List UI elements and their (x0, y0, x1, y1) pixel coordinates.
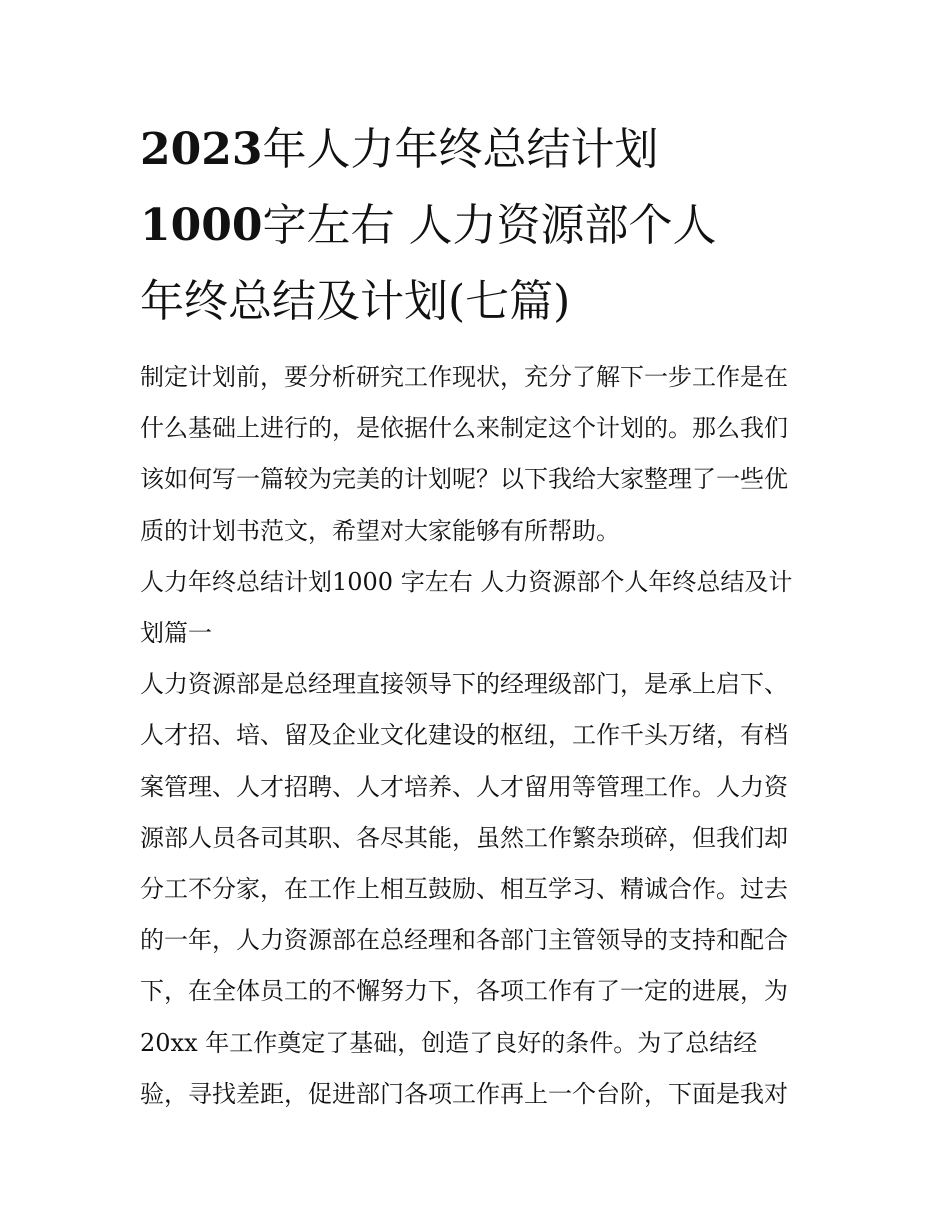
text-line: 该如何写一篇较为完美的计划呢？以下我给大家整理了一些优 (140, 465, 788, 494)
text-line: 下，在全体员工的不懈努力下，各项工作有了一定的进展，为 (140, 977, 788, 1006)
text-line: 案管理、人才招聘、人才培养、人才留用等管理工作。人力资 (140, 772, 788, 801)
section-heading (140, 557, 812, 659)
title-number: 1000 (140, 200, 263, 251)
text-line: 什么基础上进行的，是依据什么来制定这个计划的。那么我们 (140, 414, 788, 443)
text-line: 的一年，人力资源部在总经理和各部门主管领导的支持和配合 (140, 926, 788, 955)
title-text: 年人力年终总结计划 (262, 124, 659, 175)
intro-paragraph (140, 352, 812, 557)
text-line: 人力资源部是总经理直接领导下的经理级部门，是承上启下、 (140, 670, 788, 699)
title-line-2 (140, 188, 812, 264)
title-text: 字左右 人力资源部个人 (262, 200, 717, 251)
title-text: 年终总结及计划(七篇) (140, 276, 571, 327)
body-paragraph (140, 659, 812, 1120)
document-page (140, 112, 812, 1120)
title-number: 2023 (140, 124, 263, 175)
text-line: 人力年终总结计划1000 字左右 人力资源部个人年终总结及计 (140, 567, 793, 596)
text-line: 划篇一 (140, 619, 212, 648)
title-line-3 (140, 264, 812, 340)
text-line: 20xx 年工作奠定了基础，创造了良好的条件。为了总结经 (140, 1028, 758, 1057)
text-line: 分工不分家，在工作上相互鼓励、相互学习、精诚合作。过去 (140, 875, 788, 904)
text-line: 源部人员各司其职、各尽其能，虽然工作繁杂琐碎，但我们却 (140, 823, 788, 852)
title-line-1 (140, 112, 812, 188)
document-title (140, 112, 812, 340)
text-line: 验，寻找差距，促进部门各项工作再上一个台阶，下面是我对 (140, 1079, 788, 1108)
text-line: 质的计划书范文，希望对大家能够有所帮助。 (140, 516, 620, 545)
text-line: 人才招、培、留及企业文化建设的枢纽，工作千头万绪，有档 (140, 721, 788, 750)
text-line: 制定计划前，要分析研究工作现状，充分了解下一步工作是在 (140, 363, 788, 391)
